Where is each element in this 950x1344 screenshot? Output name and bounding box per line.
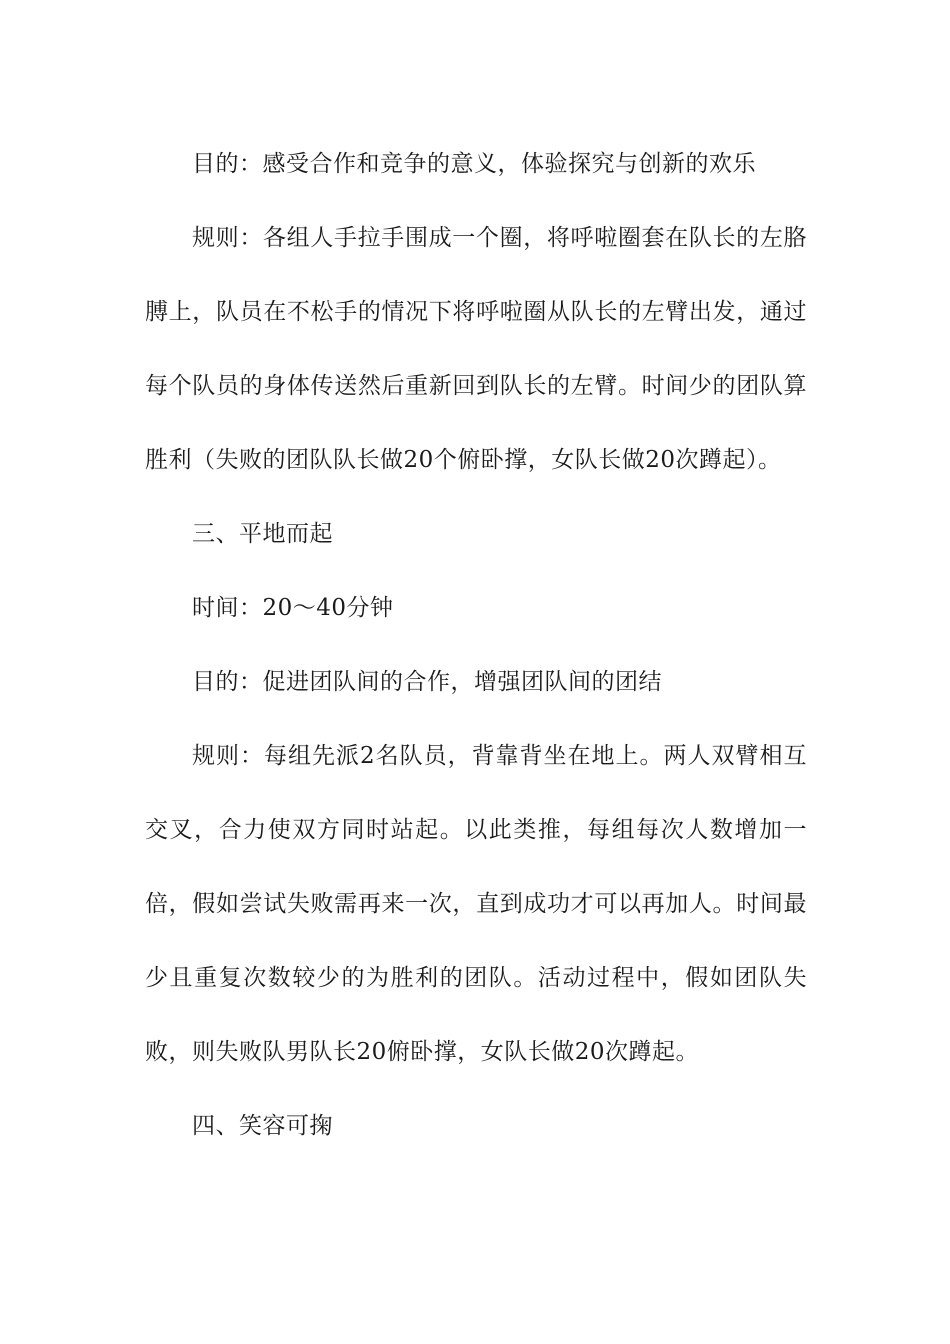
section-heading-3: 三、平地而起	[192, 521, 333, 547]
paragraph-rules-1: 规则：各组人手拉手围成一个圈，将呼啦圈套在队长的左胳膊上，队员在不松手的情况下将呼啦圈从队长的左臂出发，通过每个队员的身体传送然后重新回到队长的左臂。时间少的团队算胜利（失败的团队队长做20个俯卧撑，女队长做20次蹲起）。	[145, 225, 807, 473]
paragraph-time-3: 时间：20～40分钟	[192, 595, 394, 621]
paragraph-purpose-1: 目的：感受合作和竞争的意义，体验探究与创新的欢乐	[192, 151, 756, 177]
paragraph-rules-3: 规则：每组先派2名队员，背靠背坐在地上。两人双臂相互交叉，合力使双方同时站起。以此类推，每组每次人数增加一倍，假如尝试失败需再来一次，直到成功才可以再加人。时间最少且重复次数较少的为胜利的团队。活动过程中，假如团队失败，则失败队男队长20俯卧撑，女队长做20次蹲起。	[145, 743, 807, 1065]
paragraph-purpose-3: 目的：促进团队间的合作，增强团队间的团结	[192, 669, 662, 695]
document-body	[145, 127, 807, 1163]
section-heading-4: 四、笑容可掬	[192, 1113, 333, 1139]
